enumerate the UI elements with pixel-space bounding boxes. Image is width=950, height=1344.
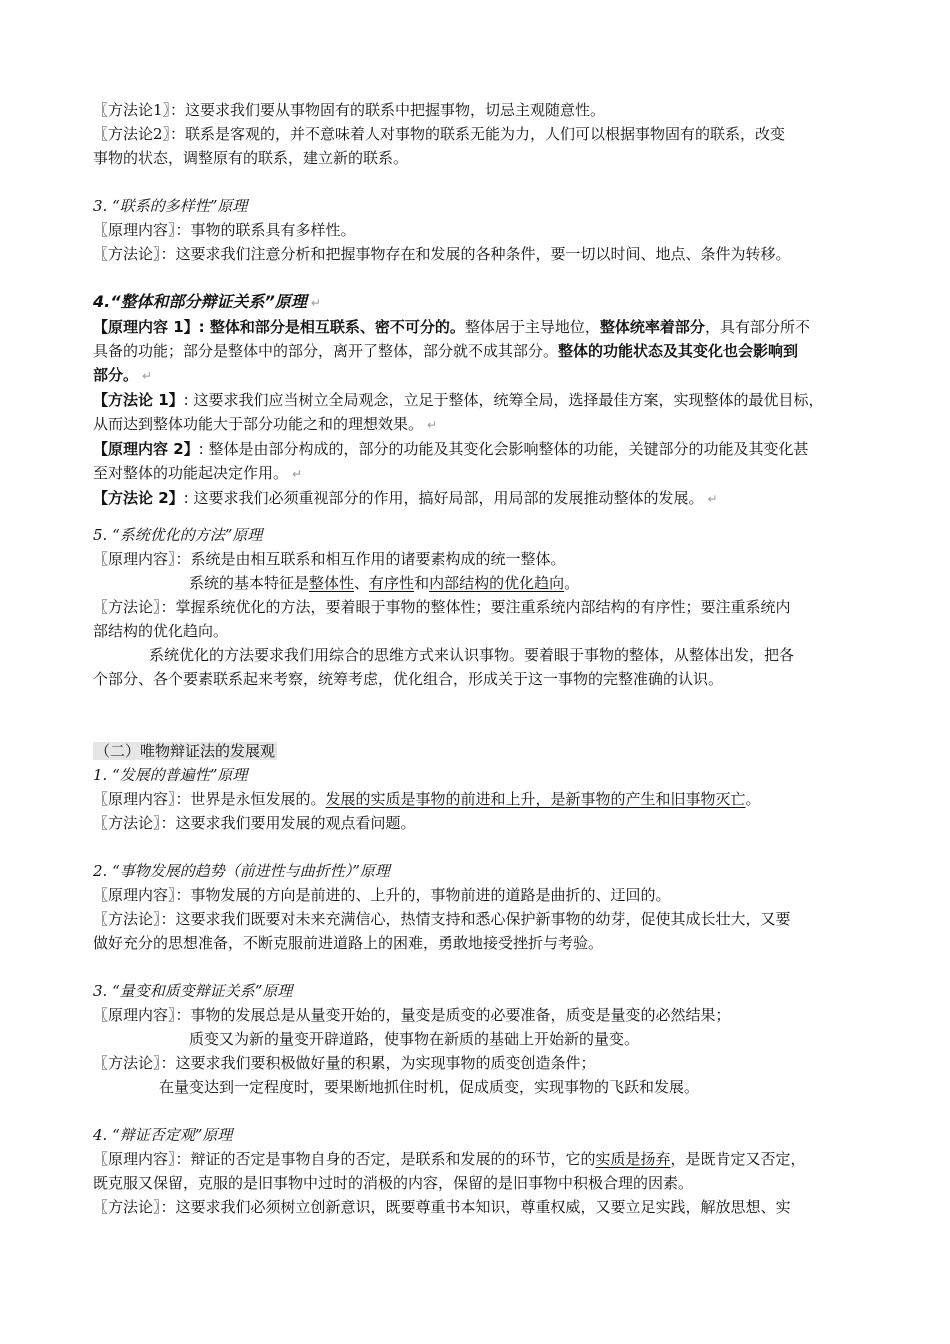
section-4-methodology-1-cont: 从而达到整体功能大于部分功能之和的理想效果。 ↵ [93,415,438,433]
section-4-principle-2: 【原理内容 2】: 整体是由部分构成的，部分的功能及其变化会影响整体的功能，关键部分的功能及其变化甚 [93,440,809,458]
return-mark-icon: ↵ [142,369,153,383]
methodology-2-line: 〖方法论2〗：联系是客观的，并不意味着人对事物的联系无能为力，人们可以根据事物固有的联系，改变 [93,125,786,143]
dev-1-title: 1. “发展的普遍性”原理 [93,766,248,784]
section-4-methodology-2: 【方法论 2】: 这要求我们必须重视部分的作用，搞好局部，用局部的发展推动整体的发展。 ↵ [93,489,718,507]
return-mark-icon: ↵ [310,296,321,310]
section-5-paragraph: 系统优化的方法要求我们用综合的思维方式来认识事物。要着眼于事物的整体，从整体出发，把各 [149,646,795,664]
methodology-2-line-cont: 事物的状态，调整原有的联系，建立新的联系。 [93,149,409,167]
section-3-title: 3. “联系的多样性”原理 [93,197,248,215]
dev-2-methodology-cont: 做好充分的思想准备，不断克服前进道路上的困难，勇敢地接受挫折与考验。 [93,934,604,952]
section-3-methodology: 〖方法论〗：这要求我们注意分析和把握事物存在和发展的各种条件，要一切以时间、地点、条件为转移。 [93,245,791,263]
dev-1-methodology: 〖方法论〗：这要求我们要用发展的观点看问题。 [93,814,416,832]
section-5-methodology-cont: 部结构的优化趋向。 [93,622,229,640]
part-2-heading: （二）唯物辩证法的发展观 [95,742,276,760]
return-mark-icon: ↵ [427,418,438,432]
dev-2-methodology: 〖方法论〗：这要求我们既要对未来充满信心，热情支持和悉心保护新事物的幼芽，促使其成长壮大，又要 [93,910,791,928]
dev-4-title: 4. “辩证否定观”原理 [93,1126,233,1144]
dev-3-title: 3. “量变和质变辩证关系”原理 [93,982,293,1000]
section-5-title: 5. “系统优化的方法”原理 [93,526,263,544]
section-4-principle-1-end: 部分。 ↵ [93,366,153,384]
dev-4-principle-cont: 既克服又保留，克服的是旧事物中过时的消极的内容，保留的是旧事物中积极合理的因素。 [93,1174,694,1192]
dev-3-principle: 〖原理内容〗：事物的发展总是从量变开始的，量变是质变的必要准备，质变是量变的必然结果； [93,1006,731,1024]
dev-3-methodology: 〖方法论〗：这要求我们要积极做好量的积累，为实现事物的质变创造条件； [93,1054,596,1072]
methodology-1-line: 〖方法论1〗：这要求我们要从事物固有的联系中把握事物，切忌主观随意性。 [93,101,606,119]
document-page [93,98,893,1219]
section-4-methodology-1: 【方法论 1】: 这要求我们应当树立全局观念，立足于整体，统筹全局，选择最佳方案，实现整体的最优目标， [93,391,824,409]
section-5-methodology: 〖方法论〗：掌握系统优化的方法，要着眼于事物的整体性；要注重系统内部结构的有序性；要注重系统内 [93,598,791,616]
return-mark-icon: ↵ [707,492,718,506]
dev-3-methodology-cont: 在量变达到一定程度时，要果断地抓住时机，促成质变，实现事物的飞跃和发展。 [159,1078,700,1096]
section-5-paragraph-cont: 个部分、各个要素联系起来考察，统筹考虑，优化组合，形成关于这一事物的完整准确的认识。 [93,670,724,688]
dev-3-principle-cont: 质变又为新的量变开辟道路，使事物在新质的基础上开始新的量变。 [189,1030,640,1048]
section-4-principle-1-cont: 具备的功能；部分是整体中的部分，离开了整体，部分就不成其部分。整体的功能状态及其变化也会影响到 [93,342,799,360]
return-mark-icon: ↵ [292,467,303,481]
section-3-principle: 〖原理内容〗：事物的联系具有多样性。 [93,221,356,239]
dev-1-principle: 〖原理内容〗：世界是永恒发展的。发展的实质是事物的前进和上升，是新事物的产生和旧事物灭亡。 [93,790,761,808]
section-4-principle-2-cont: 至对整体的功能起决定作用。 ↵ [93,464,303,482]
dev-2-title: 2. “事物发展的趋势（前进性与曲折性）”原理 [93,862,390,880]
section-5-features: 系统的基本特征是整体性、有序性和内部结构的优化趋向。 [189,574,580,592]
section-4-principle-1: 【原理内容 1】: 整体和部分是相互联系、密不可分的。整体居于主导地位，整体统率着部分，具有部分所不 [93,318,810,336]
dev-4-methodology: 〖方法论〗：这要求我们必须树立创新意识，既要尊重书本知识，尊重权威，又要立足实践，解放思想、实 [93,1198,791,1216]
scanned-section-4 [93,290,893,511]
section-4-title: 4.“整体和部分辩证关系”原理 [93,292,307,311]
section-5-principle: 〖原理内容〗：系统是由相互联系和相互作用的诸要素构成的统一整体。 [93,550,566,568]
dev-2-principle: 〖原理内容〗：事物发展的方向是前进的、上升的，事物前进的道路是曲折的、迂回的。 [93,886,671,904]
dev-4-principle: 〖原理内容〗：辩证的否定是事物自身的否定，是联系和发展的的环节，它的实质是扬弃，是既肯定又否定， [93,1150,806,1168]
